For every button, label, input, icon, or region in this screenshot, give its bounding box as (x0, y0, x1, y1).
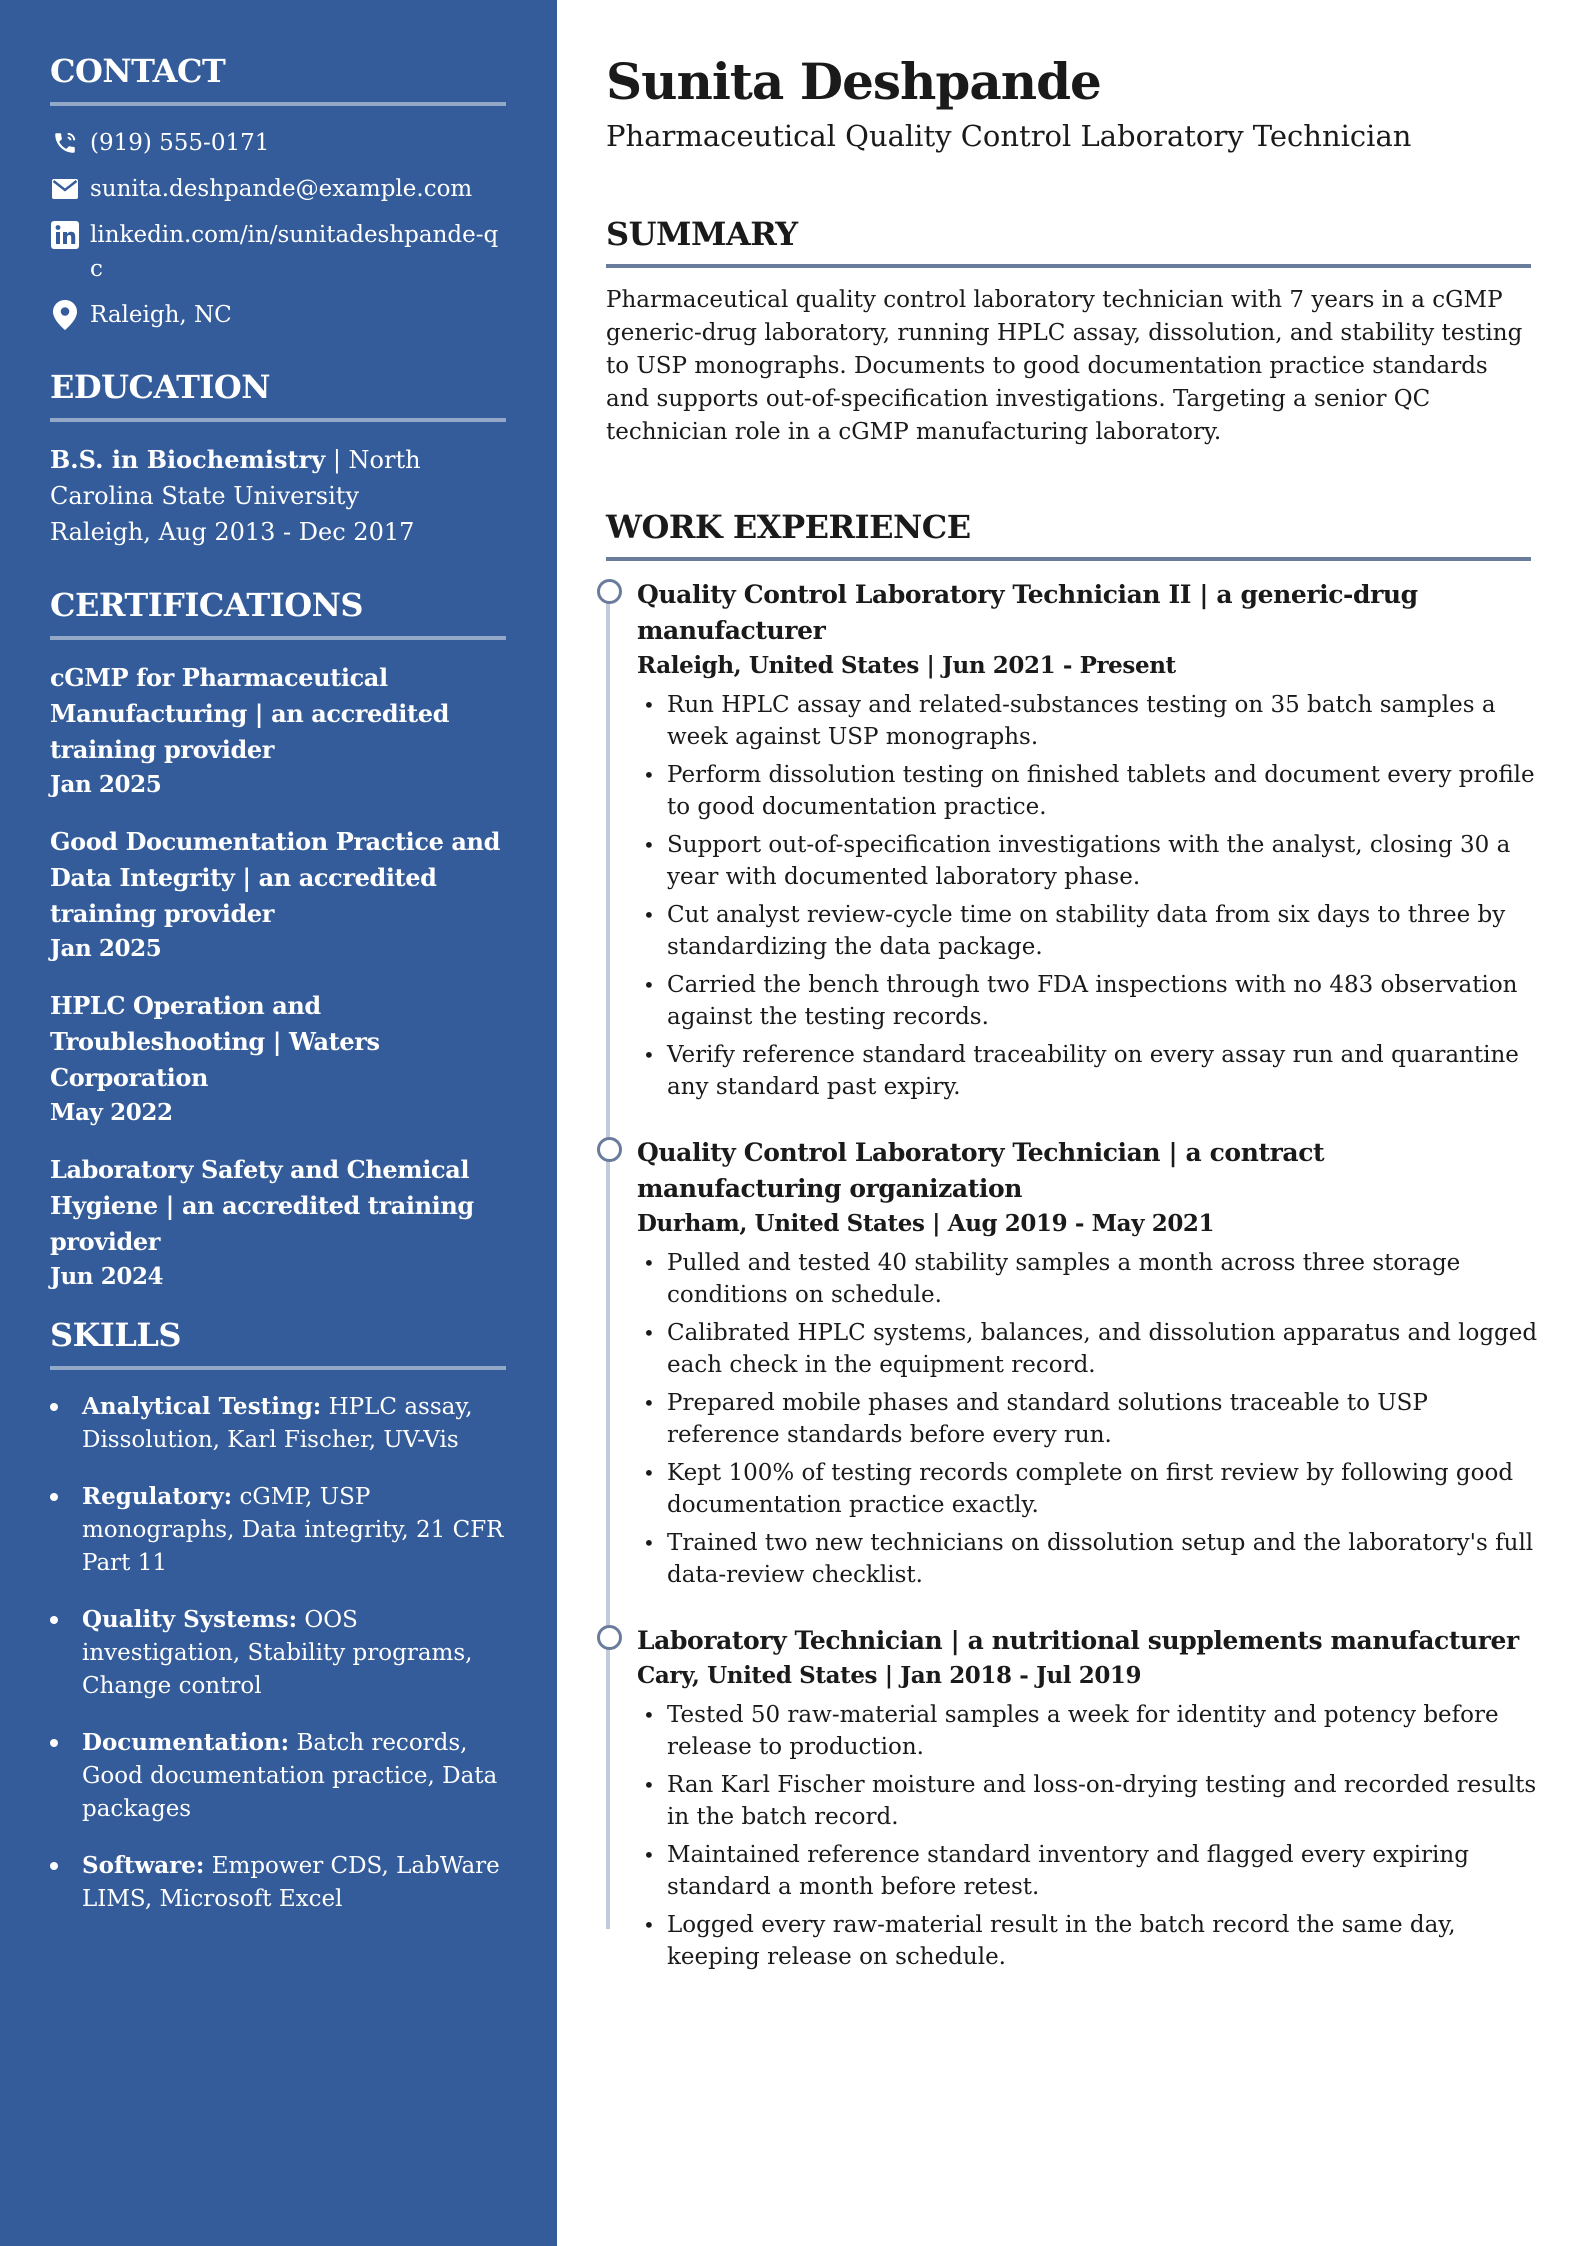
timeline-dot-icon (597, 1137, 622, 1162)
certification-item (50, 988, 507, 1130)
sidebar (0, 0, 557, 2246)
contact-location (50, 298, 507, 332)
job-bullet: • Calibrated HPLC systems, balances, and dissolution apparatus and logged each check in the equipment record. (637, 1317, 1545, 1381)
experience-heading: WORK EXPERIENCE (606, 508, 971, 546)
skills-list (50, 1390, 507, 1916)
contact-divider (50, 102, 506, 106)
job-bullet: • Pulled and tested 40 stability samples a month across three storage conditions on schedule. (637, 1247, 1545, 1311)
job-bullets (637, 1247, 1546, 1591)
summary-section (606, 214, 1546, 449)
skill-label: Quality Systems: (82, 1606, 298, 1633)
job-bullet: • Verify reference standard traceability on every assay run and quarantine any standard past expiry. (637, 1039, 1545, 1103)
experience-divider (606, 557, 1531, 561)
phone-icon (50, 126, 80, 160)
job-bullet: • Logged every raw-material result in the batch record the same day, keeping release on schedule. (637, 1909, 1545, 1973)
job-bullet: • Tested 50 raw-material samples a week for identity and potency before release to production. (637, 1699, 1545, 1763)
timeline-dot-icon (597, 1625, 622, 1650)
job-entry (637, 1135, 1546, 1591)
skill-item (50, 1849, 507, 1916)
certification-date: May 2022 (50, 1099, 173, 1126)
skills-divider (50, 1366, 506, 1370)
job-meta: Raleigh, United States | Jun 2021 - Present (637, 652, 1176, 679)
job-title: Quality Control Laboratory Technician II | a generic-drug manufacturer (637, 580, 1418, 645)
job-meta: Durham, United States | Aug 2019 - May 2021 (637, 1210, 1215, 1237)
skill-label: Regulatory: (82, 1483, 233, 1510)
education-section (50, 368, 507, 550)
skill-value: Empower CDS, LabWare LIMS, Microsoft Excel (82, 1853, 500, 1912)
job-bullet: • Maintained reference standard inventory and flagged every expiring standard a month before retest. (637, 1839, 1545, 1903)
education-degree: B.S. in Biochemistry (50, 445, 326, 474)
skill-value: Batch records, Good documentation practice, Data packages (82, 1730, 498, 1822)
mail-icon (50, 172, 80, 206)
certification-date: Jan 2025 (50, 935, 162, 962)
skill-item (50, 1390, 507, 1457)
certification-item (50, 1152, 507, 1294)
skill-value: OOS investigation, Stability programs, Change control (82, 1607, 473, 1699)
job-bullet: • Run HPLC assay and related-substances testing on 35 batch samples a week against USP monographs. (637, 689, 1545, 753)
certifications-heading: CERTIFICATIONS (50, 586, 363, 624)
job-bullet: • Cut analyst review-cycle time on stability data from six days to three by standardizing the data package. (637, 899, 1545, 963)
job-bullet: • Perform dissolution testing on finished tablets and document every profile to good documentation practice. (637, 759, 1545, 823)
location-text: Raleigh, NC (90, 302, 232, 328)
job-bullet: • Support out-of-specification investigations with the analyst, closing 30 a year with documented laboratory phase. (637, 829, 1545, 893)
certification-title: cGMP for Pharmaceutical Manufacturing | an accredited training provider (50, 663, 449, 764)
timeline-line (606, 587, 610, 1929)
job-bullet: • Kept 100% of testing records complete on first review by following good documentation practice exactly. (637, 1457, 1545, 1521)
skill-item (50, 1603, 507, 1703)
certification-date: Jan 2025 (50, 771, 162, 798)
job-meta: Cary, United States | Jan 2018 - Jul 2019 (637, 1662, 1142, 1689)
certification-title: HPLC Operation and Troubleshooting | Waters Corporation (50, 991, 380, 1092)
contact-heading: CONTACT (50, 52, 226, 90)
candidate-name: Sunita Deshpande (606, 52, 1101, 111)
location-pin-icon (50, 298, 80, 332)
skill-label: Software: (82, 1852, 205, 1879)
contact-section (50, 52, 507, 332)
contact-email (50, 172, 507, 206)
contact-phone (50, 126, 507, 160)
certification-date: Jun 2024 (50, 1263, 164, 1290)
job-entry (637, 1623, 1546, 1973)
education-heading: EDUCATION (50, 368, 270, 406)
summary-heading: SUMMARY (606, 215, 798, 253)
education-location-dates: Raleigh, Aug 2013 - Dec 2017 (50, 518, 415, 546)
certification-item (50, 660, 507, 802)
job-title: Laboratory Technician | a nutritional supplements manufacturer (637, 1626, 1519, 1655)
linkedin-link[interactable]: linkedin.com/in/sunitadeshpande-qc (90, 222, 499, 282)
job-entry (637, 577, 1546, 1103)
candidate-title: Pharmaceutical Quality Control Laboratory Technician (606, 119, 1412, 153)
main-content (606, 0, 1546, 2005)
skill-item (50, 1726, 507, 1826)
skill-item (50, 1480, 507, 1580)
job-bullet: • Trained two new technicians on dissolution setup and the laboratory's full data-review checklist. (637, 1527, 1545, 1591)
timeline-dot-icon (597, 579, 622, 604)
education-divider (50, 418, 506, 422)
job-bullets (637, 689, 1546, 1103)
education-degree-line (50, 442, 507, 514)
certification-title: Good Documentation Practice and Data Integrity | an accredited training provider (50, 827, 500, 928)
certifications-section (50, 586, 507, 1294)
experience-section (606, 507, 1546, 1973)
skill-value: HPLC assay, Dissolution, Karl Fischer, UV-Vis (82, 1394, 473, 1453)
education-separator: | (325, 446, 349, 474)
summary-divider (606, 264, 1531, 268)
skills-heading: SKILLS (50, 1316, 181, 1354)
skills-section (50, 1316, 507, 1916)
phone-text: (919) 555-0171 (90, 130, 270, 156)
skill-label: Analytical Testing: (82, 1393, 322, 1420)
email-link[interactable]: sunita.deshpande@example.com (90, 176, 473, 202)
skill-value: cGMP, USP monographs, Data integrity, 21 CFR Part 11 (82, 1484, 504, 1576)
contact-linkedin (50, 218, 507, 286)
education-school: North Carolina State University (50, 446, 421, 510)
experience-timeline (606, 577, 1546, 1973)
certifications-divider (50, 636, 506, 640)
job-bullet: • Carried the bench through two FDA inspections with no 483 observation against the testing records. (637, 969, 1545, 1033)
job-bullets (637, 1699, 1546, 1973)
job-bullet: • Ran Karl Fischer moisture and loss-on-drying testing and recorded results in the batch record. (637, 1769, 1545, 1833)
summary-text: Pharmaceutical quality control laboratory technician with 7 years in a cGMP generic-drug laboratory, running HPLC assay, dissolution, and stability testing to USP monographs. Documents to good documentation practice standards and supports out-of-specification investigations. Targeting a senior QC technician role in a cGMP manufacturing laboratory. (606, 287, 1523, 445)
certification-item (50, 824, 507, 966)
job-bullet: • Prepared mobile phases and standard solutions traceable to USP reference standards before every run. (637, 1387, 1545, 1451)
linkedin-icon (50, 218, 80, 252)
certification-title: Laboratory Safety and Chemical Hygiene | an accredited training provider (50, 1155, 474, 1256)
skill-label: Documentation: (82, 1729, 290, 1756)
job-title: Quality Control Laboratory Technician | a contract manufacturing organization (637, 1138, 1325, 1203)
